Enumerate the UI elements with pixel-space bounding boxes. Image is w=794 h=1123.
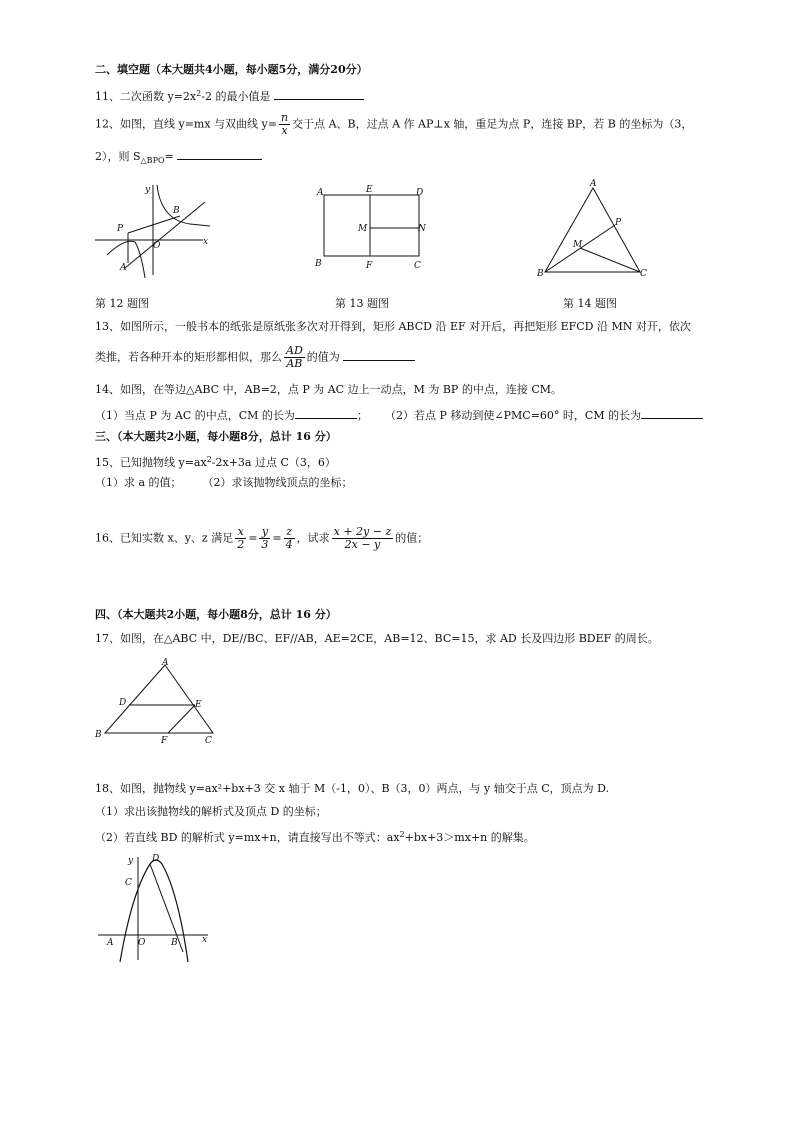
fig14-label-P: P bbox=[615, 218, 622, 228]
fig13-label-C: C bbox=[414, 261, 421, 271]
question-15-parts: （1）求 a 的值； （2）求该抛物线顶点的坐标； bbox=[95, 476, 353, 489]
fig17-label-F: F bbox=[161, 736, 168, 746]
fig13-label-N: N bbox=[418, 224, 426, 234]
question-12-line2: 2），则 $S_{\triangle BPO}=$ bbox=[95, 148, 262, 168]
section4-heading: 四、（本大题共2小题，每小题8分，总计 16 分） bbox=[95, 608, 337, 621]
fig12-label-A: A bbox=[120, 263, 127, 273]
fig18-label-y: y bbox=[128, 856, 134, 866]
section2-heading: 二、填空题（本大题共4小题，每小题5分，满分20分） bbox=[95, 63, 368, 76]
fig17-label-A: A bbox=[162, 658, 169, 668]
question-18-line2: （1）求出该抛物线的解析式及顶点 D 的坐标； bbox=[95, 805, 327, 818]
fig17-label-D: D bbox=[119, 698, 127, 708]
fig13-label-E: E bbox=[366, 185, 373, 195]
question-13-line2: 类推，若各种开本的矩形都相似，那么 $\frac{AD}{AB}$ 的值为 bbox=[95, 345, 415, 370]
fig18-label-A: A bbox=[107, 938, 114, 948]
caption-fig12: 第 12 题图 bbox=[95, 297, 149, 310]
q14-part1-blank[interactable] bbox=[295, 407, 357, 419]
fig12-label-P: P bbox=[117, 224, 124, 234]
q13-answer-blank[interactable] bbox=[343, 349, 415, 361]
figure-13 bbox=[312, 185, 432, 270]
fig18-label-O: O bbox=[138, 938, 146, 948]
figure-14 bbox=[535, 180, 650, 280]
caption-fig14: 第 14 题图 bbox=[563, 297, 617, 310]
fig18-label-C: C bbox=[125, 878, 132, 888]
q13-fraction: $\frac{AD}{AB}$ bbox=[286, 344, 303, 370]
fig14-label-M: M bbox=[573, 240, 583, 250]
fig13-label-D: D bbox=[416, 188, 424, 198]
fig12-label-x: x bbox=[203, 237, 209, 247]
fig12-label-y: y bbox=[145, 185, 151, 195]
figure-12 bbox=[95, 180, 215, 280]
question-11: 11、二次函数 $y=2x^2-2$ 的最小值是 bbox=[95, 87, 364, 104]
fig17-label-B: B bbox=[95, 730, 102, 740]
question-15-line1: 15、已知抛物线 $y=ax^2-2x+3a$ 过点 C（3，6） bbox=[95, 455, 336, 469]
fig14-label-C: C bbox=[640, 269, 647, 279]
fig12-label-O: O bbox=[153, 241, 161, 251]
fig14-label-A: A bbox=[590, 179, 597, 189]
question-14-part2: （2）若点 P 移动到使∠PMC=60° 时，CM 的长为 bbox=[385, 407, 703, 423]
fig18-label-B: B bbox=[171, 938, 178, 948]
fig13-label-A: A bbox=[317, 188, 324, 198]
caption-fig13: 第 13 题图 bbox=[335, 297, 389, 310]
question-13-line1: 13、如图所示，一般书本的纸张是原纸张多次对开得到，矩形 ABCD 沿 EF 对开后，再把矩形 EFCD 沿 MN 对开，依次 bbox=[95, 320, 691, 333]
fig17-label-E: E bbox=[195, 700, 202, 710]
question-12-line1: 12、如图，直线 y=mx 与双曲线 y= $\frac{n}{x}$ 交于点 A、B，过点 A 作 AP⊥x 轴，重足为点 P，连接 BP，若 B 的坐标为（3， bbox=[95, 111, 693, 137]
fig13-label-F: F bbox=[366, 261, 373, 271]
q12-fraction: $\frac{n}{x}$ bbox=[280, 111, 289, 137]
question-18-line3: （2）若直线 BD 的解析式 y=mx+n，请直接写出不等式：$ax^2+bx+3>mx+n$ 的解集。 bbox=[95, 830, 535, 844]
q14-part2-blank[interactable] bbox=[641, 407, 703, 419]
fig18-label-x: x bbox=[202, 935, 208, 945]
fig12-label-B: B bbox=[173, 206, 180, 216]
fig18-label-D: D bbox=[152, 854, 160, 864]
question-14-line1: 14、如图，在等边△ABC 中，AB=2，点 P 为 AC 边上一动点，M 为 BP 的中点，连接 CM。 bbox=[95, 383, 563, 396]
fig13-label-B: B bbox=[315, 259, 322, 269]
q12-answer-blank[interactable] bbox=[177, 148, 262, 160]
question-17: 17、如图，在△ABC 中，DE//BC、EF//AB，AE=2CE，AB=12、BC=15，求 AD 长及四边形 BDEF 的周长。 bbox=[95, 632, 659, 645]
fig13-label-M: M bbox=[358, 224, 368, 234]
figure-17 bbox=[95, 655, 225, 750]
fig14-label-B: B bbox=[537, 269, 544, 279]
question-14-part1: （1）当点 P 为 AC 的中点，CM 的长为 ； bbox=[95, 409, 368, 422]
question-16: 16、已知实数 x、y、z 满足 $\frac{x}{2}$ = $\frac{y}{3}$ = $\frac{z}{4}$ ，试求 $\frac{x + 2y - z}{2x - y}$ 的值； bbox=[95, 525, 429, 551]
figure-18 bbox=[98, 852, 218, 967]
q11-answer-blank[interactable] bbox=[274, 88, 364, 100]
question-18-line1: 18、如图，抛物线 y=ax²+bx+3 交 x 轴于 M（-1，0）、B（3，0）两点，与 y 轴交于点 C，顶点为 D. bbox=[95, 782, 610, 795]
fig17-label-C: C bbox=[205, 736, 212, 746]
section3-heading: 三、（本大题共2小题，每小题8分，总计 16 分） bbox=[95, 430, 337, 443]
